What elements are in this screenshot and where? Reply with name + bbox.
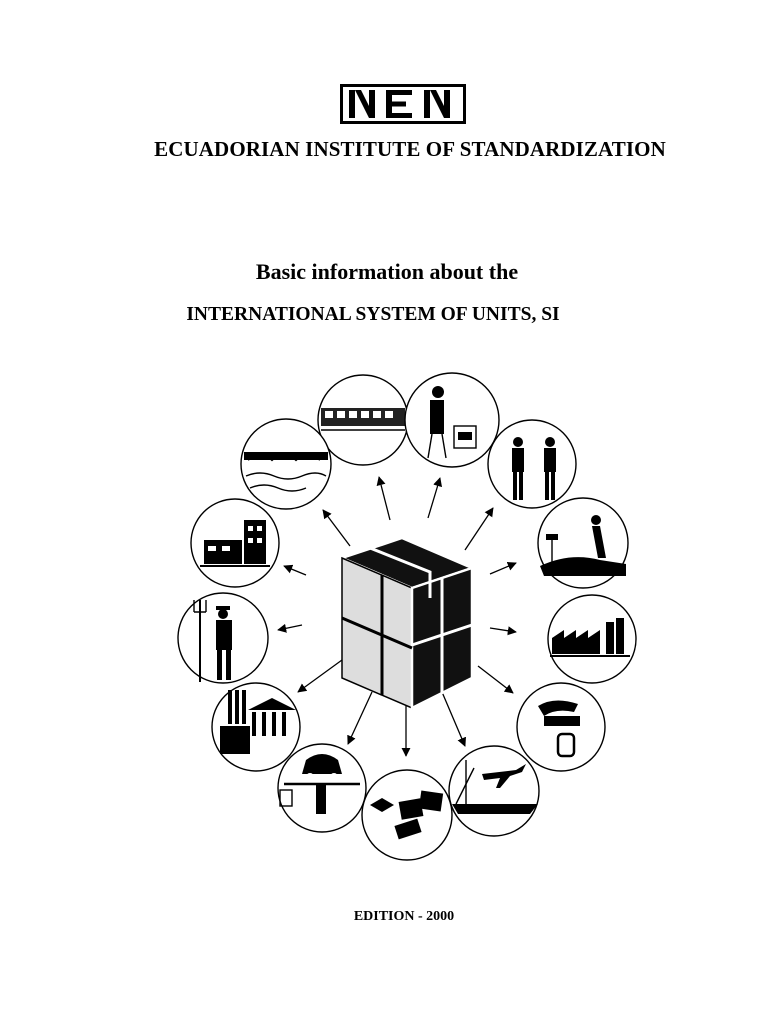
bridge-river-icon: [241, 419, 331, 509]
car-mechanic-icon: [278, 744, 366, 832]
buildings-columns-icon: [212, 683, 300, 771]
education-books-icon: [362, 770, 452, 860]
edition-label: EDITION - 2000: [353, 909, 455, 924]
waiter-scale-icon: [405, 373, 499, 467]
document-title-line1: Basic information about the: [255, 259, 519, 284]
port-airplane-icon: [449, 746, 539, 836]
si-illustration: [160, 360, 650, 880]
si-cube-logo-icon: [342, 538, 472, 708]
telephone-icon: [517, 683, 605, 771]
nen-logo: [340, 84, 466, 124]
factory-icon: [548, 595, 636, 683]
workers-icon: [488, 420, 576, 508]
farmer-icon: [178, 593, 268, 683]
train-icon: [318, 375, 408, 465]
document-title-line2: INTERNATIONAL SYSTEM OF UNITS, SI: [186, 304, 560, 325]
institute-name: ECUADORIAN INSTITUTE OF STANDARDIZATION: [154, 137, 666, 161]
houses-icon: [191, 499, 279, 587]
surveyor-icon: [538, 498, 628, 588]
